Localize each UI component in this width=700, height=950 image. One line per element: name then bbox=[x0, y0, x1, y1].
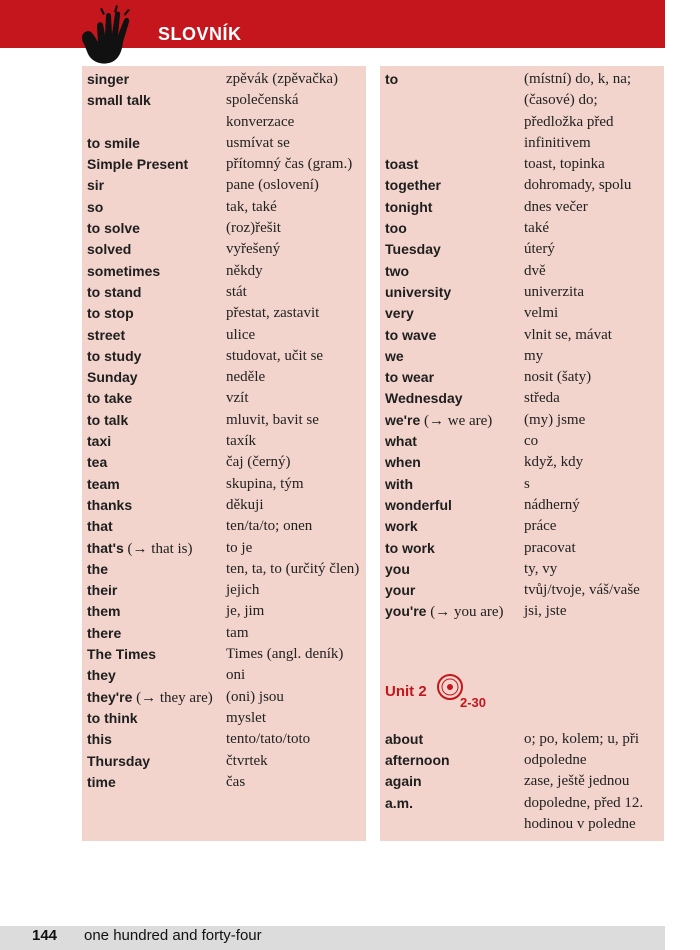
czech-translation: práce bbox=[524, 518, 557, 535]
english-term: tonight bbox=[385, 198, 433, 215]
english-term: to wave bbox=[385, 326, 437, 343]
czech-translation: mluvit, bavit se bbox=[226, 411, 319, 428]
page-number-words: one hundred and forty-four bbox=[84, 927, 262, 944]
english-term: that bbox=[87, 518, 113, 535]
vocab-entry bbox=[82, 239, 366, 260]
czech-translation: ulice bbox=[226, 326, 256, 343]
vocab-entry bbox=[380, 69, 664, 154]
vocab-entry bbox=[82, 133, 366, 154]
vocab-entry bbox=[82, 175, 366, 196]
english-term: afternoon bbox=[385, 752, 450, 769]
vocab-entry bbox=[380, 771, 664, 792]
english-term: when bbox=[385, 454, 421, 471]
english-term: taxi bbox=[87, 433, 112, 450]
vocab-entry bbox=[380, 474, 664, 495]
czech-translation: studovat, učit se bbox=[226, 347, 324, 364]
vocab-entry bbox=[82, 261, 366, 282]
vocab-entry bbox=[82, 90, 366, 133]
vocab-entry bbox=[82, 218, 366, 239]
czech-translation: usmívat se bbox=[226, 134, 290, 151]
vocab-entry bbox=[82, 772, 366, 793]
english-term: to think bbox=[87, 709, 138, 726]
vocab-entry bbox=[82, 154, 366, 175]
vocab-entry bbox=[82, 559, 366, 580]
unit-heading bbox=[380, 665, 664, 729]
english-term: a.m. bbox=[385, 794, 414, 811]
czech-translation: myslet bbox=[226, 709, 266, 726]
czech-translation: někdy bbox=[226, 262, 263, 279]
vocab-entry bbox=[380, 431, 664, 452]
page-number: 144 bbox=[32, 927, 58, 944]
vocab-entry bbox=[82, 601, 366, 622]
audio-track-number: 2-30 bbox=[460, 694, 487, 710]
czech-translation: oni bbox=[226, 667, 246, 684]
vocab-entry bbox=[380, 197, 664, 218]
english-term: to wear bbox=[385, 369, 435, 386]
english-term: Tuesday bbox=[385, 241, 441, 258]
vocab-entry bbox=[380, 325, 664, 346]
english-term: what bbox=[385, 433, 417, 450]
czech-translation: (roz)řešit bbox=[226, 220, 281, 237]
english-term: we bbox=[385, 347, 404, 364]
vocab-entry bbox=[82, 431, 366, 452]
english-term: that's (→ that is) bbox=[87, 539, 193, 557]
english-term: thanks bbox=[87, 496, 133, 513]
czech-translation: (my) jsme bbox=[524, 411, 586, 428]
english-term: very bbox=[385, 305, 414, 322]
vocab-entry bbox=[82, 580, 366, 601]
czech-translation: středa bbox=[524, 390, 560, 407]
vocab-entry bbox=[380, 154, 664, 175]
english-term: two bbox=[385, 262, 410, 279]
english-term: you bbox=[385, 560, 410, 577]
czech-translation: taxík bbox=[226, 433, 256, 450]
english-term: tea bbox=[87, 454, 108, 471]
czech-translation: univerzita bbox=[524, 283, 584, 300]
czech-translation: tak, také bbox=[226, 198, 277, 215]
vocab-entry bbox=[82, 644, 366, 665]
english-term: too bbox=[385, 220, 407, 237]
czech-translation: přítomný čas (gram.) bbox=[226, 156, 353, 173]
czech-translation: tam bbox=[226, 624, 249, 641]
english-term: wonderful bbox=[385, 496, 452, 513]
english-term: about bbox=[385, 730, 424, 747]
english-term: them bbox=[87, 603, 121, 620]
english-term: we're (→ we are) bbox=[385, 411, 493, 429]
czech-translation: (oni) jsou bbox=[226, 688, 284, 705]
english-term: to bbox=[385, 71, 399, 87]
vocab-column-right bbox=[380, 66, 664, 841]
vocab-entry bbox=[82, 495, 366, 516]
page-title: SLOVNÍK bbox=[158, 24, 242, 44]
english-term: to work bbox=[385, 539, 435, 556]
czech-translation: společenská konverzace bbox=[226, 92, 299, 130]
czech-translation: pane (oslovení) bbox=[226, 177, 319, 194]
vocab-entry bbox=[82, 410, 366, 431]
czech-translation: dopoledne, před 12. hodinou v poledne bbox=[524, 794, 644, 832]
vocab-entry bbox=[82, 665, 366, 686]
english-term: to stop bbox=[87, 305, 134, 322]
czech-translation: dnes večer bbox=[524, 198, 588, 215]
czech-translation: jsi, jste bbox=[524, 603, 567, 620]
vocab-entry bbox=[380, 601, 664, 622]
czech-translation: odpoledne bbox=[524, 752, 587, 769]
czech-translation: dvě bbox=[524, 262, 546, 279]
vocab-entry bbox=[82, 474, 366, 495]
english-term: so bbox=[87, 198, 104, 215]
english-term: street bbox=[87, 326, 126, 343]
czech-translation: vyřešený bbox=[226, 241, 281, 258]
czech-translation: ty, vy bbox=[524, 560, 558, 577]
english-term: they bbox=[87, 667, 116, 684]
english-term: this bbox=[87, 731, 112, 748]
vocab-entry bbox=[380, 538, 664, 559]
english-term: to stand bbox=[87, 283, 142, 300]
czech-translation: úterý bbox=[524, 241, 555, 258]
vocab-entry bbox=[82, 197, 366, 218]
vocab-entry bbox=[380, 282, 664, 303]
english-term: Thursday bbox=[87, 752, 151, 769]
english-term: you're (→ you are) bbox=[385, 603, 504, 621]
czech-translation: děkuji bbox=[226, 496, 264, 513]
english-term: together bbox=[385, 177, 441, 194]
vocab-entry bbox=[82, 367, 366, 388]
vocab-entry bbox=[380, 388, 664, 409]
czech-translation: tento/tato/toto bbox=[226, 731, 311, 748]
czech-translation: velmi bbox=[524, 305, 559, 322]
czech-translation: vlnit se, mávat bbox=[524, 326, 612, 343]
vocab-entry bbox=[82, 687, 366, 708]
vocab-entry bbox=[380, 303, 664, 324]
english-term: singer bbox=[87, 71, 130, 87]
english-term: Simple Present bbox=[87, 156, 189, 173]
english-term: Wednesday bbox=[385, 390, 463, 407]
czech-translation: to je bbox=[226, 539, 253, 556]
english-term: Sunday bbox=[87, 369, 138, 386]
english-term: solved bbox=[87, 241, 132, 258]
vocab-column-left bbox=[82, 66, 366, 841]
vocab-entry bbox=[82, 729, 366, 750]
czech-translation: toast, topinka bbox=[524, 156, 605, 173]
vocab-entry bbox=[380, 559, 664, 580]
english-term: to study bbox=[87, 347, 142, 364]
english-term: toast bbox=[385, 156, 419, 173]
english-term: to smile bbox=[87, 134, 140, 151]
english-term: there bbox=[87, 624, 122, 641]
contraction-note: (→ we are) bbox=[420, 412, 493, 429]
english-term: to talk bbox=[87, 411, 129, 428]
english-term: with bbox=[385, 475, 413, 492]
english-term: to solve bbox=[87, 220, 140, 237]
czech-translation: o; po, kolem; u, při bbox=[524, 730, 639, 747]
czech-translation: také bbox=[524, 220, 549, 237]
english-term: sometimes bbox=[87, 262, 161, 279]
vocab-entry bbox=[82, 623, 366, 644]
czech-translation: dohromady, spolu bbox=[524, 177, 632, 194]
czech-translation: co bbox=[524, 433, 539, 450]
czech-translation: zpěvák (zpěvačka) bbox=[226, 71, 339, 87]
vocab-entry bbox=[82, 303, 366, 324]
czech-translation: neděle bbox=[226, 369, 266, 386]
handprint-icon bbox=[78, 4, 140, 68]
vocab-entry bbox=[82, 282, 366, 303]
english-term: the bbox=[87, 560, 108, 577]
czech-translation: vzít bbox=[226, 390, 249, 407]
czech-translation: Times (angl. deník) bbox=[226, 646, 344, 663]
vocab-entry bbox=[82, 516, 366, 537]
section-spacer bbox=[380, 623, 664, 665]
czech-translation: je, jim bbox=[226, 603, 265, 620]
czech-translation: jejich bbox=[226, 582, 260, 599]
unit-label: Unit 2 bbox=[385, 682, 427, 700]
english-term: small talk bbox=[87, 92, 151, 109]
english-term: their bbox=[87, 582, 118, 599]
english-term: again bbox=[385, 773, 422, 790]
vocab-entry bbox=[82, 751, 366, 772]
vocab-entry bbox=[380, 261, 664, 282]
czech-translation: ten/ta/to; onen bbox=[226, 518, 313, 535]
czech-translation: ten, ta, to (určitý člen) bbox=[226, 560, 360, 577]
english-term: sir bbox=[87, 177, 105, 194]
contraction-note: (→ that is) bbox=[123, 540, 193, 557]
vocab-entry bbox=[380, 750, 664, 771]
english-term: team bbox=[87, 475, 120, 492]
czech-translation: nosit (šaty) bbox=[524, 369, 592, 386]
czech-translation: s bbox=[524, 475, 530, 492]
english-term: your bbox=[385, 582, 416, 599]
vocab-entry bbox=[380, 495, 664, 516]
vocab-entry bbox=[380, 410, 664, 431]
english-term: to take bbox=[87, 390, 133, 407]
vocab-entry bbox=[82, 708, 366, 729]
czech-translation: pracovat bbox=[524, 539, 576, 556]
vocab-entry bbox=[380, 452, 664, 473]
vocab-entry bbox=[82, 69, 366, 90]
czech-translation: (místní) do, k, na; (časové) do; předložka před infinitivem bbox=[524, 71, 632, 151]
vocab-entry bbox=[380, 175, 664, 196]
vocab-entry bbox=[380, 580, 664, 601]
czech-translation: skupina, tým bbox=[226, 475, 304, 492]
czech-translation: když, kdy bbox=[524, 454, 584, 471]
english-term: time bbox=[87, 773, 116, 790]
czech-translation: přestat, zastavit bbox=[226, 305, 320, 322]
czech-translation: čaj (černý) bbox=[226, 454, 291, 471]
czech-translation: čtvrtek bbox=[226, 752, 268, 769]
czech-translation: tvůj/tvoje, váš/vaše bbox=[524, 582, 640, 599]
vocab-entry bbox=[380, 516, 664, 537]
vocab-entry bbox=[82, 452, 366, 473]
english-term: The Times bbox=[87, 646, 156, 663]
czech-translation: my bbox=[524, 347, 544, 364]
english-term: they're (→ they are) bbox=[87, 688, 213, 706]
vocab-entry bbox=[82, 346, 366, 367]
vocab-entry bbox=[82, 388, 366, 409]
czech-translation: stát bbox=[226, 283, 247, 300]
vocab-entry bbox=[82, 538, 366, 559]
czech-translation: zase, ještě jednou bbox=[524, 773, 630, 790]
czech-translation: čas bbox=[226, 773, 246, 790]
contraction-note: (→ they are) bbox=[132, 689, 213, 706]
contraction-note: (→ you are) bbox=[426, 604, 504, 621]
vocab-entry bbox=[380, 239, 664, 260]
vocab-entry bbox=[380, 218, 664, 239]
english-term: work bbox=[385, 518, 418, 535]
vocab-entry bbox=[380, 367, 664, 388]
vocab-entry bbox=[82, 325, 366, 346]
vocab-entry bbox=[380, 729, 664, 750]
english-term: university bbox=[385, 283, 452, 300]
vocab-entry bbox=[380, 346, 664, 367]
czech-translation: nádherný bbox=[524, 496, 580, 513]
vocab-entry bbox=[380, 793, 664, 836]
